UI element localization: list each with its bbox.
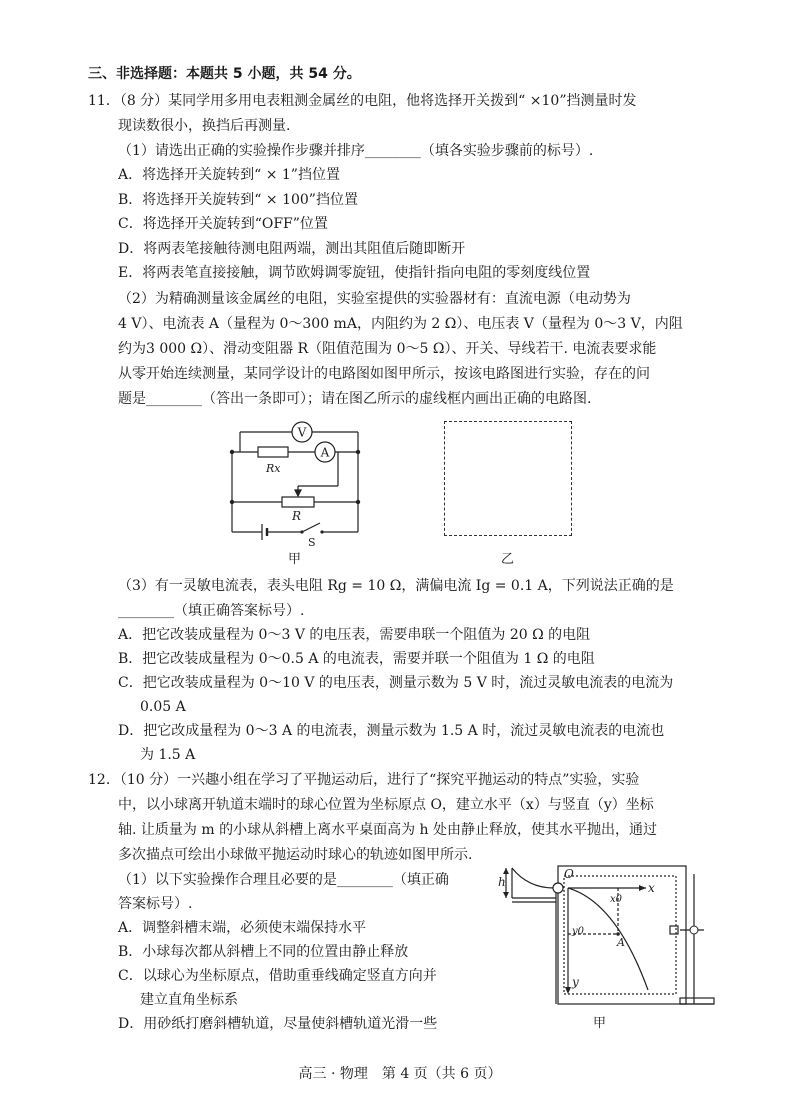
x0-label: x0	[610, 894, 623, 905]
q12-part1-prompt: 答案标号）.	[118, 896, 193, 912]
q12-line: 12．（10 分）一兴趣小组在学习了平抛运动后，进行了“探究平抛运动的特点”实验，实验	[88, 772, 640, 788]
rheostat-label: R	[292, 509, 302, 523]
section-heading: 三、非选择题：本题共 5 小题，共 54 分。	[88, 66, 361, 82]
q11-option-a: A．将选择开关旋转到“ × 1”挡位置	[118, 167, 340, 183]
h-label: h	[498, 875, 506, 889]
q11-part3-prompt: （3）有一灵敏电流表，表头电阻 Rg = 10 Ω，满偏电流 Ig = 0.1 A，下列说法正确的是	[118, 578, 674, 594]
q11-part1-prompt: （1）请选出正确的实验操作步骤并排序________（填各实验步骤前的标号）.	[118, 143, 594, 159]
q11-line: 现读数很小，换挡后再测量.	[118, 118, 291, 134]
q11-option-b: B．将选择开关旋转到“ × 100”挡位置	[118, 192, 358, 208]
figure-caption-q12: 甲	[593, 1016, 607, 1031]
q11-part3-option-b: B．把它改装成量程为 0～0.5 A 的电流表，需要并联一个阻值为 1 Ω 的电阻	[118, 651, 595, 667]
q12-option-d: D．用砂纸打磨斜槽轨道，尽量使斜槽轨道光滑一些	[118, 1016, 438, 1032]
q11-part3-option-d-cont: 为 1.5 A	[140, 747, 196, 763]
q11-option-e: E．将两表笔直接接触，调节欧姆调零旋钮，使指针指向电阻的零刻度线位置	[118, 265, 591, 281]
q11-line: 11．（8 分）某同学用多用电表粗测金属丝的电阻，他将选择开关拨到“ ×10”挡测量时发	[88, 93, 637, 109]
q11-part3-option-d: D．把它改成量程为 0～3 A 的电流表，测量示数为 1.5 A 时，流过灵敏电流表的电流也	[118, 723, 665, 739]
page-footer: 高三 · 物理 第 4 页（共 6 页）	[298, 1066, 502, 1082]
point-a-label: A	[617, 936, 625, 949]
y0-label: y0	[572, 926, 585, 937]
q11-part2-line: 约为3 000 Ω）、滑动变阻器 R（阻值范围为 0～5 Ω）、开关、导线若干. 电流表要求能	[118, 341, 657, 357]
circuit-diagram-jia	[220, 410, 380, 550]
figure-caption-jia: 甲	[288, 552, 302, 567]
q12-option-c: C．以球心为坐标原点，借助重垂线确定竖直方向并	[118, 968, 437, 984]
voltmeter-symbol: V	[297, 425, 307, 440]
switch-label: S	[308, 536, 316, 549]
q12-part1-prompt: （1）以下实验操作合理且必要的是________（填正确	[118, 872, 449, 888]
answer-box-yi	[444, 421, 572, 536]
q11-option-d: D．将两表笔接触待测电阻两端，测出其阻值后随即断开	[118, 241, 466, 257]
q11-part2-line: 4 V）、电流表 A（量程为 0～300 mA，内阻约为 2 Ω）、电压表 V（量程为 0～3 V，内阻	[118, 316, 683, 332]
q12-option-b: B．小球每次都从斜槽上不同的位置由静止释放	[118, 944, 409, 960]
y-axis-label: y	[572, 975, 579, 989]
resistor-label: Rx	[266, 462, 281, 475]
q11-part3-prompt: ________（填正确答案标号）.	[118, 603, 305, 619]
ball-icon	[553, 883, 563, 893]
q11-part3-option-a: A．把它改装成量程为 0～3 V 的电压表，需要串联一个阻值为 20 Ω 的电阻	[118, 627, 591, 643]
q12-line: 轴. 让质量为 m 的小球从斜槽上离水平桌面高为 h 处由静止释放，使其水平抛出，通过	[118, 822, 657, 838]
q12-option-c-cont: 建立直角坐标系	[140, 992, 238, 1008]
q11-part3-option-c-cont: 0.05 A	[140, 699, 186, 715]
q11-part2-line: 从零开始连续测量，某同学设计的电路图如图甲所示，按该电路图进行实验，存在的问	[118, 366, 650, 382]
x-axis-label: x	[648, 881, 655, 895]
q11-option-c: C．将选择开关旋转到“OFF”位置	[118, 216, 328, 232]
q11-part2-line: （2）为精确测量该金属丝的电阻，实验室提供的实验器材有：直流电源（电动势为	[118, 291, 631, 307]
figure-caption-yi: 乙	[501, 552, 515, 567]
q12-option-a: A．调整斜槽末端，必须使末端保持水平	[118, 920, 367, 936]
origin-label: O	[564, 867, 574, 881]
q12-line: 中，以小球离开轨道末端时的球心位置为坐标原点 O，建立水平（x）与竖直（y）坐标	[118, 797, 654, 813]
q12-line: 多次描点可绘出小球做平抛运动时球心的轨迹如图甲所示.	[118, 847, 473, 863]
ammeter-symbol: A	[320, 445, 330, 460]
q11-part2-line: 题是________（答出一条即可）；请在图乙所示的虚线框内画出正确的电路图.	[118, 391, 592, 407]
q11-part3-option-c: C．把它改装成量程为 0～10 V 的电压表，测量示数为 5 V 时，流过灵敏电流表的电流为	[118, 675, 674, 691]
projectile-diagram	[498, 862, 720, 1010]
